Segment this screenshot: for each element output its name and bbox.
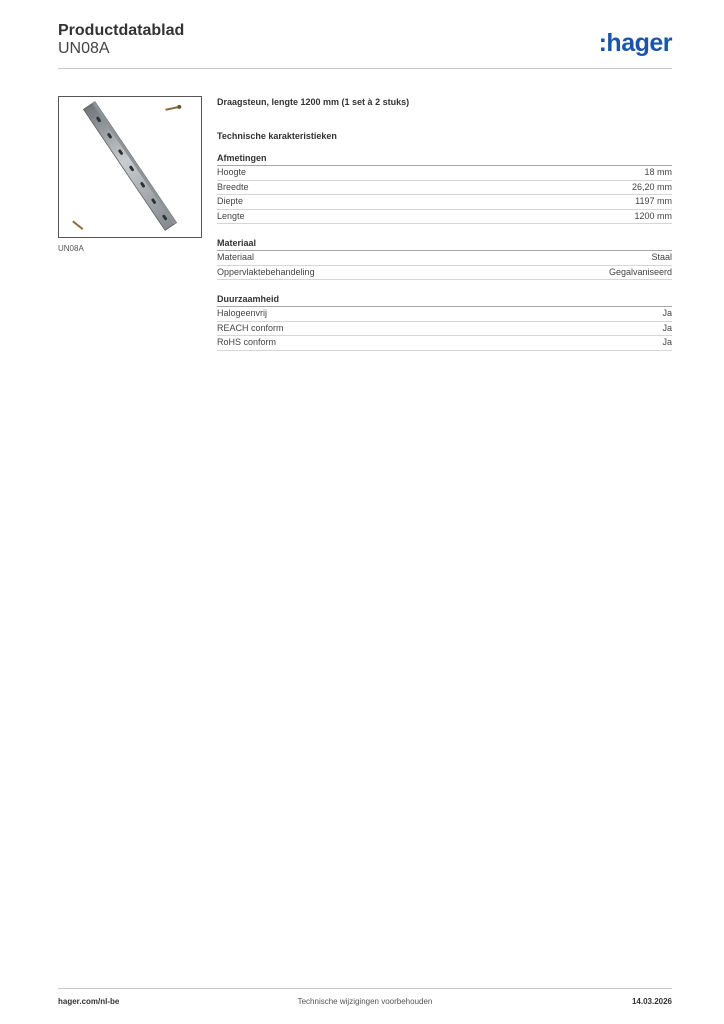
spec-row: [217, 251, 672, 266]
product-image: [58, 96, 202, 238]
spec-value: 1200 mm: [634, 210, 672, 221]
spec-value: Staal: [651, 252, 672, 262]
image-caption: UN08A: [58, 244, 84, 253]
product-code: UN08A: [58, 40, 110, 57]
spec-row: [217, 266, 672, 281]
spec-label: Diepte: [217, 196, 244, 206]
product-description: Draagsteun, lengte 1200 mm (1 set à 2 stuks): [217, 97, 410, 107]
section-title: Materiaal: [217, 237, 672, 251]
spec-value: 1197 mm: [635, 196, 672, 206]
section-title: Duurzaamheid: [217, 293, 672, 307]
spec-value: Ja: [662, 337, 672, 347]
footer-date: 14.03.2026: [631, 997, 672, 1006]
spec-label: Breedte: [217, 181, 249, 192]
spec-value: 26,20 mm: [631, 181, 672, 192]
header-divider: [58, 68, 672, 69]
technical-characteristics-heading: Technische karakteristieken: [217, 131, 337, 141]
footer-divider: [58, 988, 672, 989]
spec-label: Lengte: [217, 210, 245, 221]
spec-value: 18 mm: [644, 167, 672, 177]
spec-label: Hoogte: [217, 167, 247, 177]
spec-row: [217, 322, 672, 337]
document-title: Productdatablad: [58, 22, 185, 39]
spec-value: Ja: [662, 322, 672, 333]
spec-row: [217, 210, 672, 225]
spec-label: RoHS conform: [217, 337, 277, 347]
website-link[interactable]: hager.com/nl-be: [58, 997, 120, 1006]
spec-label: REACH conform: [217, 322, 284, 333]
spec-section-sustainability: [217, 293, 672, 351]
hager-logo: :hager: [598, 29, 672, 57]
page-header: [58, 20, 672, 68]
spec-section-dimensions: [217, 152, 672, 224]
mounting-rail-illustration: [59, 97, 201, 237]
spec-label: Halogeenvrij: [217, 308, 268, 318]
spec-row: [217, 336, 672, 351]
spec-value: Ja: [662, 308, 672, 318]
spec-row: [217, 166, 672, 181]
spec-label: Oppervlaktebehandeling: [217, 266, 315, 277]
spec-row: [217, 195, 672, 210]
spec-row: [217, 181, 672, 196]
product-specifications: [217, 96, 672, 351]
spec-section-material: [217, 237, 672, 280]
spec-row: [217, 307, 672, 322]
footer-notice: Technische wijzigingen voorbehouden: [297, 997, 433, 1006]
spec-label: Materiaal: [217, 252, 255, 262]
spec-value: Gegalvaniseerd: [608, 266, 672, 277]
section-title: Afmetingen: [217, 152, 672, 166]
page-footer: [58, 997, 672, 1009]
